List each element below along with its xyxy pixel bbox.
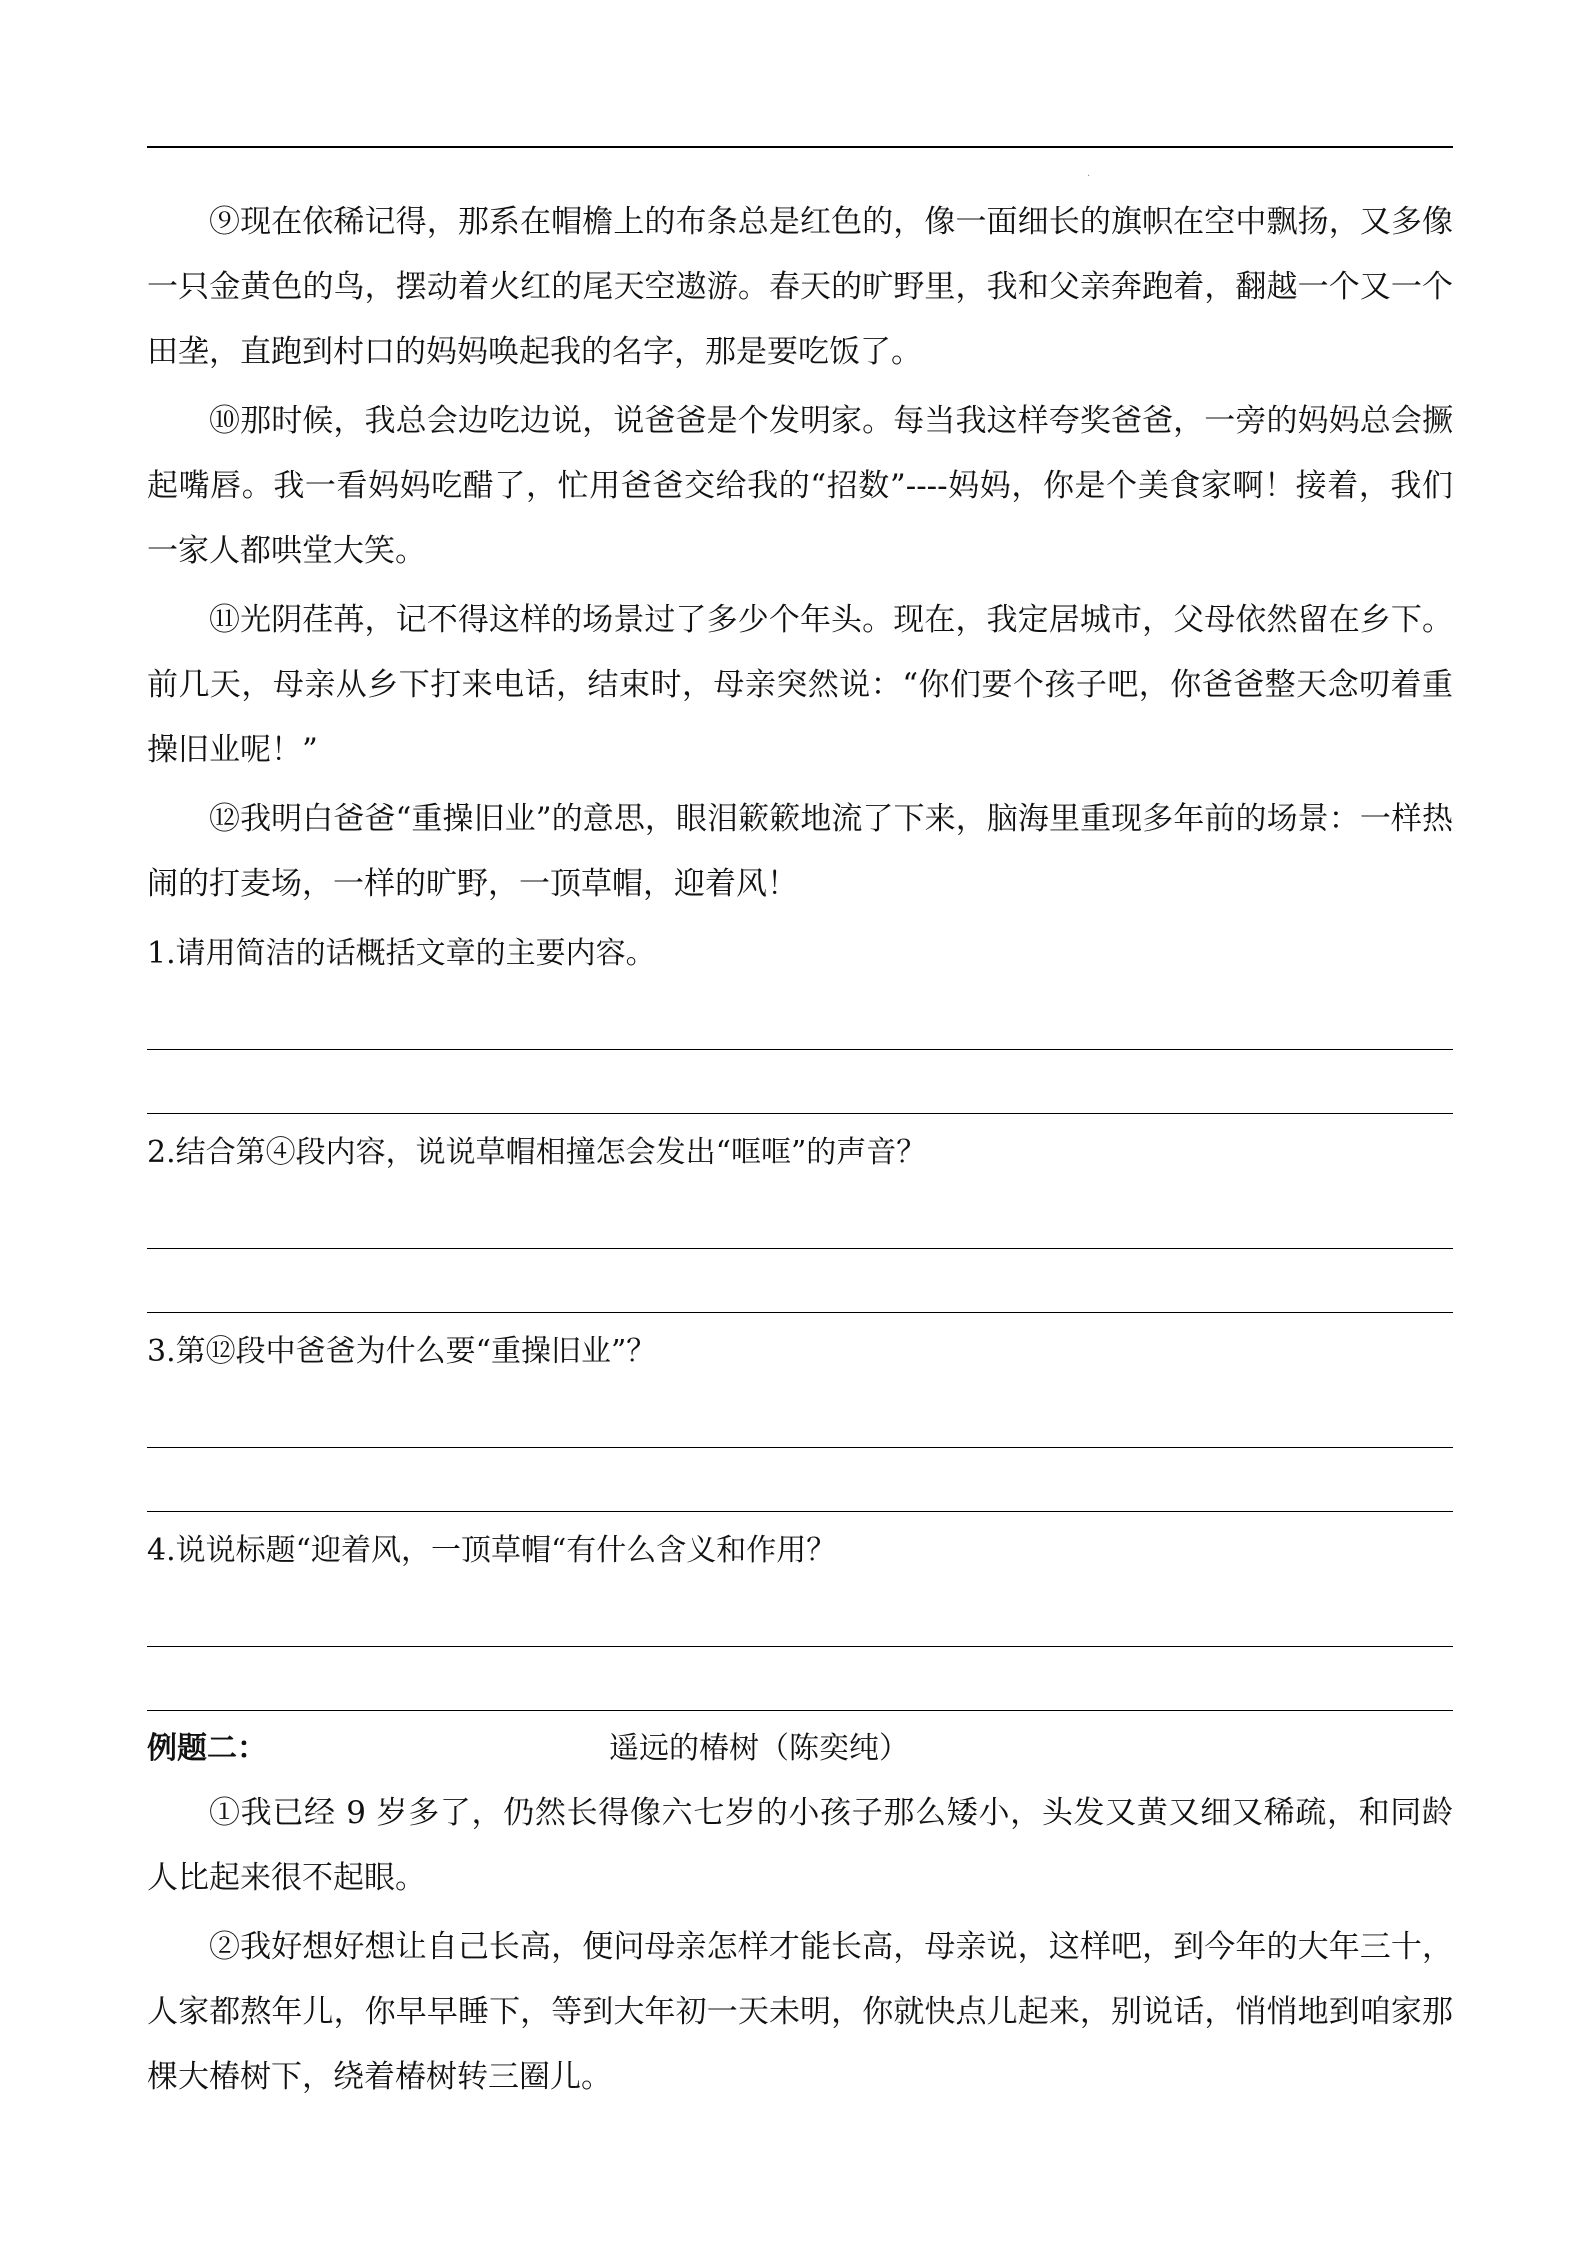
example-label: 例题二： (147, 1731, 267, 1766)
question-3: 3.第⑫段中爸爸为什么要“重操旧业”？ (147, 1334, 657, 1369)
worksheet-page (147, 0, 1453, 2245)
question-1: 1.请用简洁的话概括文章的主要内容。 (147, 936, 656, 971)
answer-line[interactable] (147, 986, 1453, 1050)
answer-line[interactable] (147, 1384, 1453, 1448)
question-4-block (147, 1518, 1453, 1711)
answer-line[interactable] (147, 1050, 1453, 1114)
answer-line[interactable] (147, 1647, 1453, 1711)
header-mark: . (1087, 168, 1091, 179)
worksheet-body (147, 190, 1453, 2114)
answer-line[interactable] (147, 1249, 1453, 1313)
answer-line[interactable] (147, 1185, 1453, 1249)
example-paragraph-1: ①我已经 9 岁多了，仍然长得像六七岁的小孩子那么矮小，头发又黄又细又稀疏，和同龄人比起来很不起眼。 (147, 1795, 1453, 1896)
answer-line[interactable] (147, 1448, 1453, 1512)
example-paragraph-2: ②我好想好想让自己长高，便问母亲怎样才能长高，母亲说，这样吧，到今年的大年三十，人家都熬年儿，你早早睡下，等到大年初一天未明，你就快点儿起来，别说话，悄悄地到咱家那棵大椿树下，绕着椿树转三圈儿。 (147, 1929, 1453, 2095)
header-rule (147, 146, 1453, 148)
passage-paragraph-9: ⑨现在依稀记得，那系在帽檐上的布条总是红色的，像一面细长的旗帜在空中飘扬，又多像一只金黄色的鸟，摆动着火红的尾天空遨游。春天的旷野里，我和父亲奔跑着，翻越一个又一个田垄，直跑到村口的妈妈唤起我的名字，那是要吃饭了。 (147, 204, 1453, 370)
passage-paragraph-10: ⑩那时候，我总会边吃边说，说爸爸是个发明家。每当我这样夸奖爸爸，一旁的妈妈总会撅起嘴唇。我一看妈妈吃醋了，忙用爸爸交给我的“招数”----妈妈，你是个美食家啊！接着，我们一家人都哄堂大笑。 (147, 403, 1453, 569)
question-1-block (147, 921, 1453, 1114)
question-3-block (147, 1319, 1453, 1512)
question-2: 2.结合第④段内容，说说草帽相撞怎会发出“哐哐”的声音？ (147, 1135, 927, 1170)
example-title: 遥远的椿树（陈奕纯） (609, 1731, 909, 1766)
passage-paragraph-11: ⑪光阴荏苒，记不得这样的场景过了多少个年头。现在，我定居城市，父母依然留在乡下。前几天，母亲从乡下打来电话，结束时，母亲突然说：“你们要个孩子吧，你爸爸整天念叨着重操旧业呢！” (147, 602, 1453, 768)
question-2-block (147, 1120, 1453, 1313)
example-heading (147, 1717, 1453, 1781)
passage-paragraph-12: ⑫我明白爸爸“重操旧业”的意思，眼泪簌簌地流了下来，脑海里重现多年前的场景：一样热闹的打麦场，一样的旷野，一顶草帽，迎着风！ (147, 801, 1453, 902)
answer-line[interactable] (147, 1583, 1453, 1647)
question-4: 4.说说标题“迎着风，一顶草帽“有什么含义和作用？ (147, 1533, 837, 1568)
